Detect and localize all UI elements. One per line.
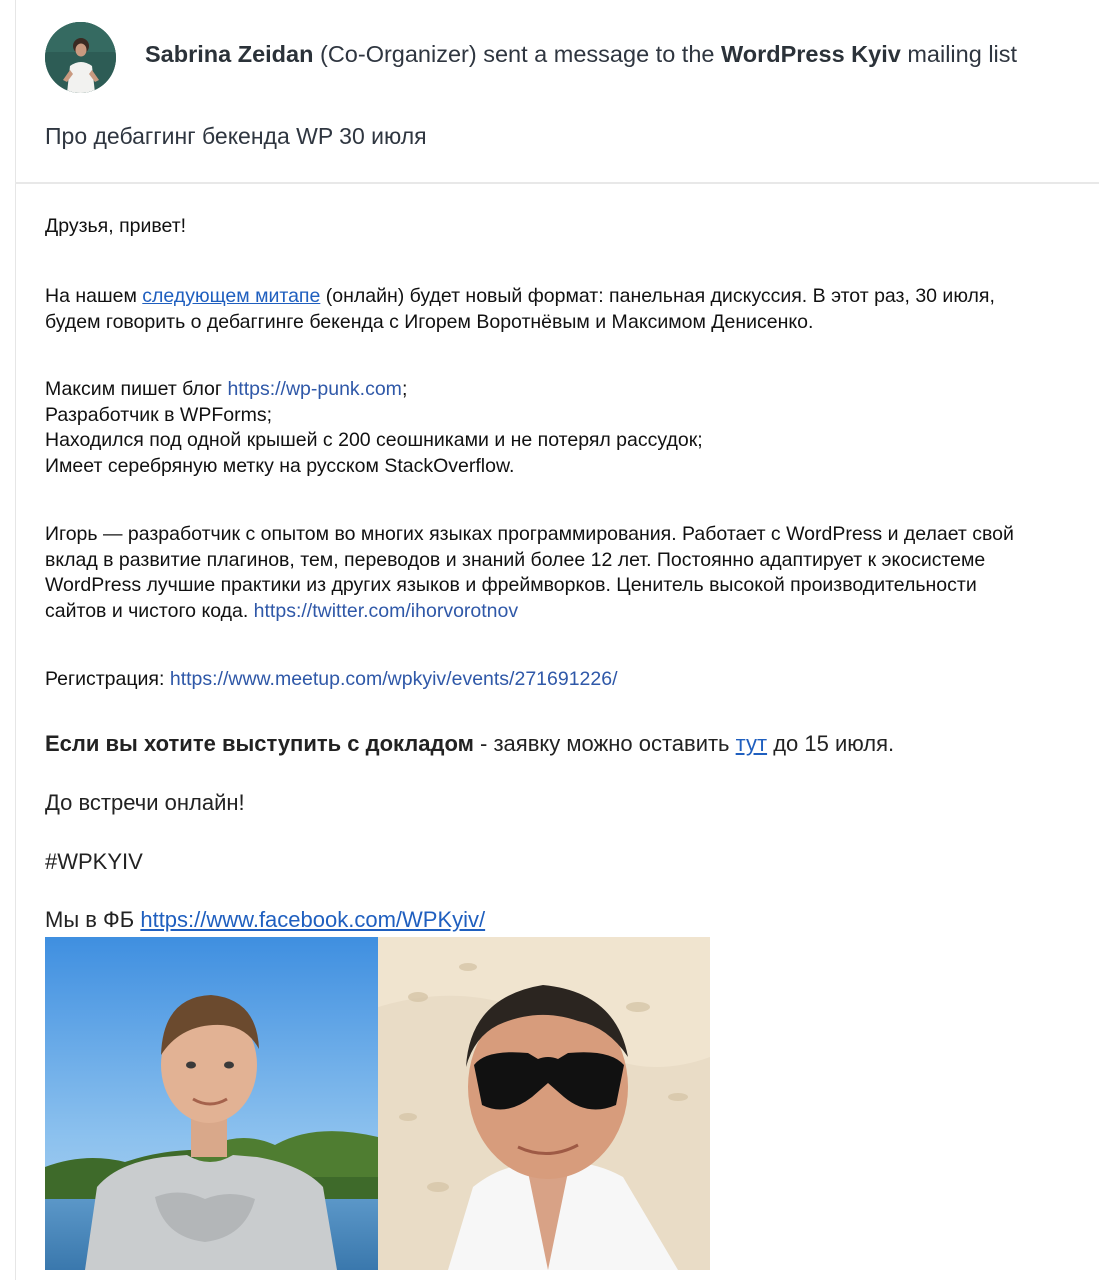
intro-prefix: На нашем xyxy=(45,285,137,307)
igor-line3: WordPress лучшие практики из других языков и фреймворков. Ценитель высокой производительности xyxy=(45,574,977,596)
sender-name[interactable]: Sabrina Zeidan xyxy=(145,41,314,67)
greeting: Друзья, привет! xyxy=(45,215,187,237)
talk-bold: Если вы хотите выступить с докладом xyxy=(45,731,474,756)
talk-line xyxy=(45,730,894,758)
igor-line4-prefix: сайтов и чистого кода. xyxy=(45,599,249,622)
facebook-line xyxy=(45,906,485,934)
maxim-line2: Разработчик в WPForms; xyxy=(45,403,272,426)
avatar-photo xyxy=(45,22,116,93)
header-action-text: sent a message to the xyxy=(483,41,715,67)
registration-link[interactable]: https://www.meetup.com/wpkyiv/events/271691226/ xyxy=(169,668,618,690)
twitter-link[interactable]: https://twitter.com/ihorvorotnov xyxy=(253,599,519,622)
speaker-photo-2 xyxy=(378,937,710,1270)
talk-mid: - заявку можно оставить xyxy=(480,731,730,756)
talk-submit-link[interactable]: тут xyxy=(735,731,768,756)
igor-line1: Игорь — разработчик с опытом во многих языках программирования. Работает с WordPress и делает свой xyxy=(45,523,1014,545)
igor-line2: вклад в развитие плагинов, тем, переводов и знаний более 12 лет. Постоянно адаптирует к экосистеме xyxy=(45,548,986,571)
intro-rest: (онлайн) будет новый формат: панельная дискуссия. В этот раз, 30 июля, xyxy=(325,285,995,307)
maxim-line4: Имеет серебряную метку на русском StackOverflow. xyxy=(45,454,515,477)
maxim-line3: Находился под одной крышей с 200 сеошниками и не потерял рассудок; xyxy=(45,429,703,451)
next-meetup-link[interactable]: следующем митапе xyxy=(142,285,321,307)
sender-role: (Co-Organizer) xyxy=(320,41,477,67)
group-name[interactable]: WordPress Kyiv xyxy=(721,41,901,67)
maxim-line1-prefix: Максим пишет блог xyxy=(45,378,223,400)
message-header xyxy=(15,0,1099,184)
wp-punk-link[interactable]: https://wp-punk.com xyxy=(227,378,402,400)
maxim-paragraph xyxy=(45,377,703,479)
header-line xyxy=(145,41,1017,68)
talk-end: до 15 июля. xyxy=(773,731,895,756)
hashtag: #WPKYIV xyxy=(45,849,143,874)
sender-avatar[interactable] xyxy=(45,22,116,93)
registration-label: Регистрация: xyxy=(45,668,165,690)
see-you-line: До встречи онлайн! xyxy=(45,790,245,815)
registration-line xyxy=(45,667,618,693)
intro-line2: будем говорить о дебаггинге бекенда с Игорем Воротнёвым и Максимом Денисенко. xyxy=(45,310,814,333)
igor-paragraph xyxy=(45,522,1014,624)
left-border xyxy=(15,0,16,1280)
header-list-text: mailing list xyxy=(907,41,1018,67)
maxim-line1-suffix: ; xyxy=(401,378,408,400)
message-subject: Про дебаггинг бекенда WP 30 июля xyxy=(45,123,427,149)
speaker-photo-1 xyxy=(45,937,378,1270)
facebook-link[interactable]: https://www.facebook.com/WPKyiv/ xyxy=(140,907,486,932)
intro-paragraph xyxy=(45,284,995,335)
fb-prefix: Мы в ФБ xyxy=(45,907,135,932)
